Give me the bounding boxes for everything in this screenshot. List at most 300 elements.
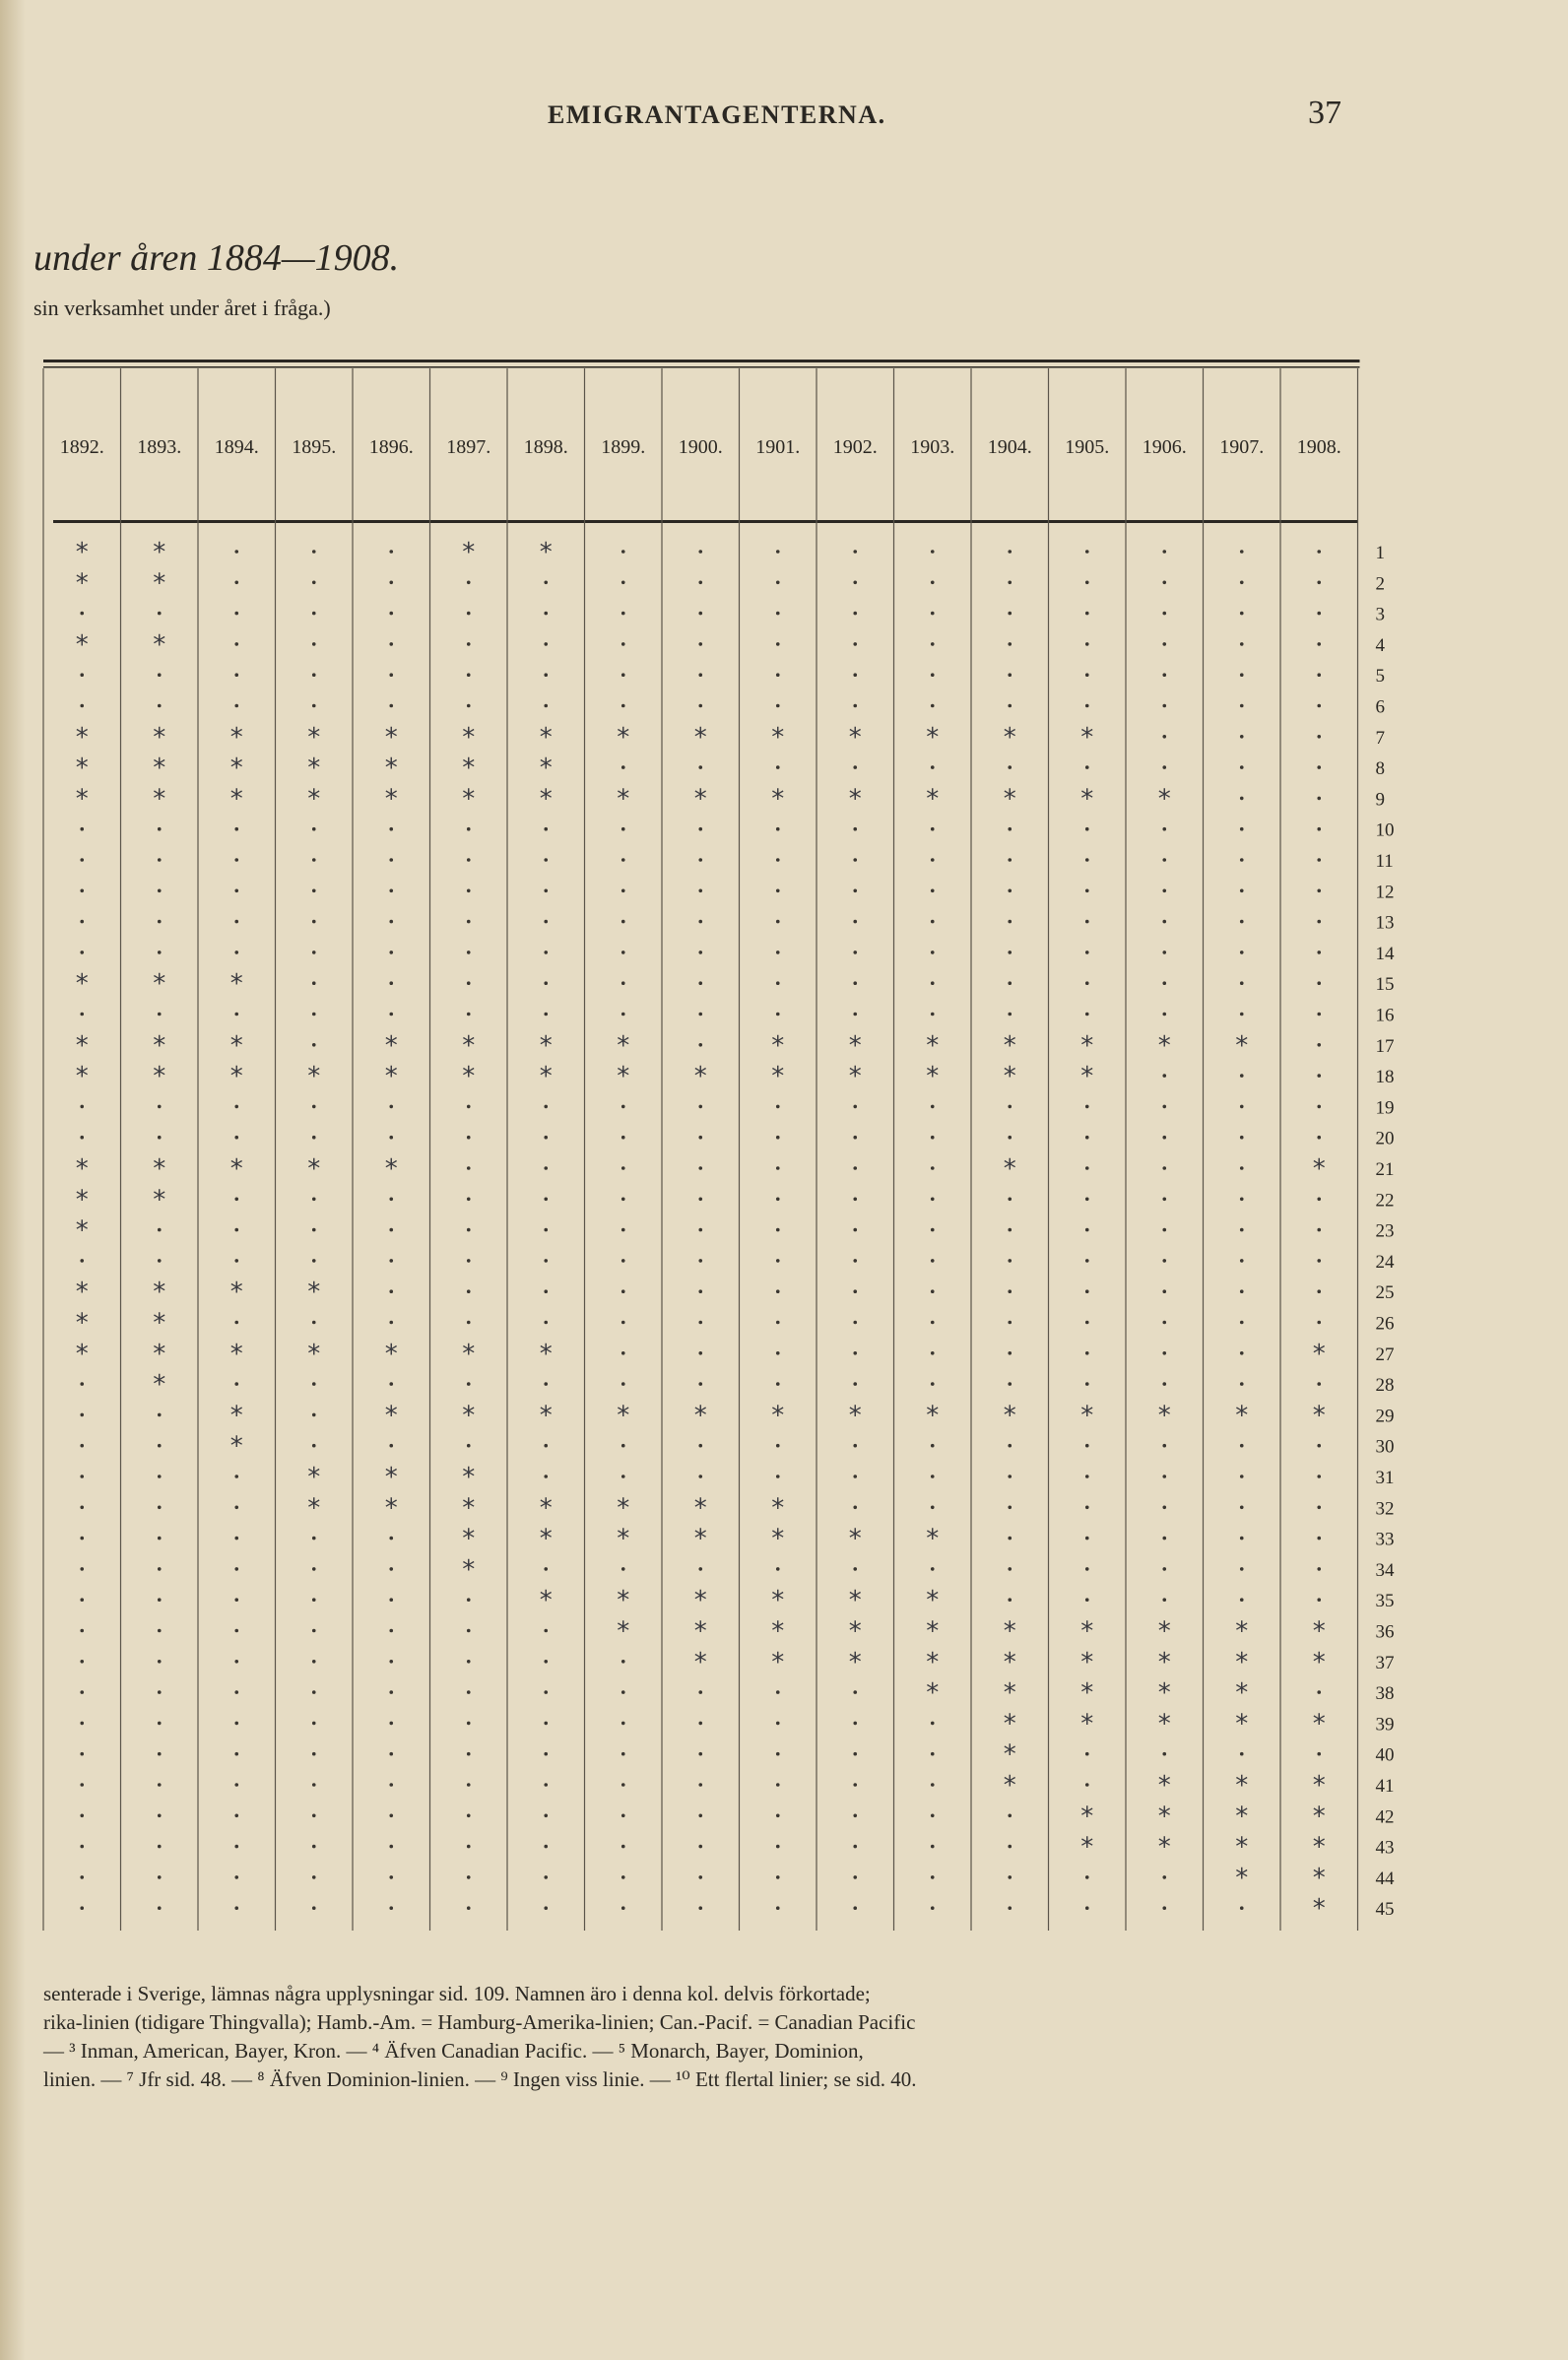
inactive-mark [1317, 981, 1321, 985]
year-header: 1902. [832, 436, 878, 458]
inactive-mark [1240, 1136, 1244, 1140]
inactive-mark [853, 550, 857, 554]
active-mark: * [1157, 1771, 1171, 1801]
inactive-mark [1085, 1598, 1089, 1602]
inactive-mark [389, 1598, 393, 1602]
inactive-mark [1240, 1752, 1244, 1756]
inactive-mark [544, 1660, 548, 1664]
year-header: 1898. [523, 436, 568, 458]
inactive-mark [1008, 1444, 1012, 1448]
inactive-mark [1008, 765, 1012, 769]
inactive-mark [776, 1321, 780, 1325]
inactive-mark [544, 1259, 548, 1263]
active-mark: * [539, 722, 553, 753]
active-mark: * [1312, 1802, 1326, 1832]
inactive-mark [776, 827, 780, 831]
inactive-mark [544, 1289, 548, 1293]
inactive-mark [234, 1506, 238, 1510]
inactive-mark [698, 1259, 702, 1263]
inactive-mark [467, 858, 471, 862]
inactive-mark [621, 1382, 625, 1386]
inactive-mark [1162, 1289, 1166, 1293]
inactive-mark [389, 1722, 393, 1726]
active-mark: * [693, 1062, 707, 1092]
active-mark: * [1157, 784, 1171, 815]
inactive-mark [698, 1783, 702, 1787]
inactive-mark [698, 1814, 702, 1818]
active-mark: * [1003, 1616, 1016, 1647]
active-mark: * [1003, 722, 1016, 753]
active-mark: * [771, 1493, 785, 1524]
row-number: 39 [1375, 1714, 1395, 1736]
inactive-mark [1008, 1475, 1012, 1478]
active-mark: * [1003, 1678, 1016, 1709]
inactive-mark [1008, 1382, 1012, 1386]
row-number: 19 [1375, 1097, 1395, 1119]
inactive-mark [853, 612, 857, 616]
row-number: 27 [1375, 1344, 1395, 1365]
inactive-mark [776, 1875, 780, 1879]
active-mark: * [462, 1493, 476, 1524]
year-header: 1905. [1065, 436, 1110, 458]
inactive-mark [158, 1444, 162, 1448]
inactive-mark [544, 704, 548, 708]
active-mark: * [75, 784, 89, 815]
inactive-mark [1317, 1752, 1321, 1756]
inactive-mark [931, 673, 935, 677]
inactive-mark [1085, 1166, 1089, 1170]
inactive-mark [1240, 1598, 1244, 1602]
active-mark: * [539, 1401, 553, 1431]
active-mark: * [1080, 1832, 1094, 1863]
inactive-mark [1085, 951, 1089, 954]
active-mark: * [1003, 1739, 1016, 1770]
inactive-mark [621, 1136, 625, 1140]
inactive-mark [1240, 1506, 1244, 1510]
inactive-mark [621, 1105, 625, 1109]
inactive-mark [1240, 642, 1244, 646]
inactive-mark [1008, 1506, 1012, 1510]
active-mark: * [1003, 1647, 1016, 1677]
inactive-mark [931, 765, 935, 769]
inactive-mark [1240, 889, 1244, 893]
inactive-mark [1317, 920, 1321, 924]
inactive-mark [853, 981, 857, 985]
inactive-mark [1317, 1289, 1321, 1293]
active-mark: * [848, 784, 862, 815]
inactive-mark [776, 673, 780, 677]
inactive-mark [544, 1567, 548, 1571]
inactive-mark [698, 1722, 702, 1726]
inactive-mark [1317, 735, 1321, 739]
inactive-mark [80, 858, 84, 862]
row-number: 23 [1375, 1220, 1395, 1242]
inactive-mark [544, 1166, 548, 1170]
inactive-mark [1085, 704, 1089, 708]
inactive-mark [158, 827, 162, 831]
active-mark: * [75, 1308, 89, 1339]
inactive-mark [698, 1875, 702, 1879]
inactive-mark [1162, 1475, 1166, 1478]
inactive-mark [467, 1906, 471, 1910]
inactive-mark [1162, 889, 1166, 893]
inactive-mark [1085, 1228, 1089, 1232]
inactive-mark [80, 889, 84, 893]
inactive-mark [698, 673, 702, 677]
year-header: 1906. [1142, 436, 1187, 458]
inactive-mark [1008, 581, 1012, 585]
inactive-mark [1240, 981, 1244, 985]
inactive-mark [621, 1814, 625, 1818]
active-mark: * [693, 1647, 707, 1677]
row-number: 21 [1375, 1159, 1395, 1180]
inactive-mark [621, 1013, 625, 1016]
inactive-mark [234, 1690, 238, 1694]
inactive-mark [467, 1660, 471, 1664]
inactive-mark [234, 550, 238, 554]
active-mark: * [384, 784, 398, 815]
inactive-mark [544, 1875, 548, 1879]
inactive-mark [1162, 704, 1166, 708]
active-mark: * [1080, 1616, 1094, 1647]
active-mark: * [771, 1616, 785, 1647]
inactive-mark [621, 981, 625, 985]
inactive-mark [80, 1752, 84, 1756]
inactive-mark [1008, 1537, 1012, 1541]
inactive-mark [389, 612, 393, 616]
inactive-mark [698, 1013, 702, 1016]
inactive-mark [1085, 1783, 1089, 1787]
row-number: 37 [1375, 1652, 1395, 1673]
inactive-mark [931, 951, 935, 954]
inactive-mark [80, 1413, 84, 1417]
inactive-mark [1240, 612, 1244, 616]
inactive-mark [312, 550, 316, 554]
active-mark: * [617, 1062, 630, 1092]
inactive-mark [544, 827, 548, 831]
inactive-mark [158, 1783, 162, 1787]
row-number: 4 [1375, 634, 1385, 656]
inactive-mark [1317, 827, 1321, 831]
inactive-mark [853, 1845, 857, 1849]
inactive-mark [621, 1444, 625, 1448]
inactive-mark [1317, 889, 1321, 893]
active-mark: * [539, 1493, 553, 1524]
active-mark: * [771, 1030, 785, 1061]
active-mark: * [229, 784, 243, 815]
row-number: 26 [1375, 1313, 1395, 1335]
active-mark: * [539, 754, 553, 784]
inactive-mark [234, 1752, 238, 1756]
inactive-mark [389, 1752, 393, 1756]
year-header: 1895. [292, 436, 337, 458]
inactive-mark [1162, 1228, 1166, 1232]
inactive-mark [544, 1722, 548, 1726]
row-number: 20 [1375, 1128, 1395, 1149]
active-mark: * [153, 1339, 166, 1369]
inactive-mark [312, 1043, 316, 1047]
inactive-mark [234, 858, 238, 862]
inactive-mark [853, 1259, 857, 1263]
inactive-mark [234, 1660, 238, 1664]
inactive-mark [1317, 1013, 1321, 1016]
active-mark: * [1235, 1030, 1249, 1061]
table-subtitle: sin verksamhet under året i fråga.) [33, 295, 331, 320]
inactive-mark [80, 1906, 84, 1910]
inactive-mark [467, 1629, 471, 1633]
inactive-mark [698, 612, 702, 616]
active-mark: * [539, 1062, 553, 1092]
inactive-mark [698, 1228, 702, 1232]
active-mark: * [539, 1524, 553, 1554]
row-number: 22 [1375, 1190, 1395, 1212]
active-mark: * [539, 1339, 553, 1369]
inactive-mark [312, 1013, 316, 1016]
inactive-mark [853, 704, 857, 708]
inactive-mark [1085, 673, 1089, 677]
inactive-mark [467, 1166, 471, 1170]
year-header: 1892. [59, 436, 104, 458]
inactive-mark [1317, 1444, 1321, 1448]
active-mark: * [75, 1278, 89, 1308]
inactive-mark [1162, 1351, 1166, 1355]
inactive-mark [931, 1166, 935, 1170]
inactive-mark [158, 1660, 162, 1664]
inactive-mark [853, 1475, 857, 1478]
inactive-mark [1240, 1013, 1244, 1016]
inactive-mark [1085, 1259, 1089, 1263]
row-number: 5 [1375, 666, 1385, 688]
inactive-mark [931, 1228, 935, 1232]
inactive-mark [1162, 858, 1166, 862]
inactive-mark [1240, 704, 1244, 708]
inactive-mark [776, 1722, 780, 1726]
active-mark: * [1312, 1832, 1326, 1863]
row-number: 32 [1375, 1498, 1395, 1520]
active-mark: * [693, 1493, 707, 1524]
inactive-mark [1085, 1875, 1089, 1879]
inactive-mark [312, 1875, 316, 1879]
inactive-mark [467, 1752, 471, 1756]
active-mark: * [1312, 1616, 1326, 1647]
inactive-mark [312, 889, 316, 893]
inactive-mark [467, 1321, 471, 1325]
row-number: 28 [1375, 1375, 1395, 1397]
active-mark: * [153, 1154, 166, 1184]
inactive-mark [1240, 1074, 1244, 1078]
inactive-mark [853, 1013, 857, 1016]
inactive-mark [544, 581, 548, 585]
inactive-mark [234, 1783, 238, 1787]
inactive-mark [1162, 1537, 1166, 1541]
inactive-mark [853, 1722, 857, 1726]
active-mark: * [771, 722, 785, 753]
inactive-mark [158, 612, 162, 616]
inactive-mark [776, 889, 780, 893]
inactive-mark [467, 1259, 471, 1263]
inactive-mark [853, 1690, 857, 1694]
active-mark: * [75, 969, 89, 1000]
row-number: 9 [1375, 789, 1385, 811]
inactive-mark [776, 1382, 780, 1386]
active-mark: * [384, 722, 398, 753]
inactive-mark [698, 1752, 702, 1756]
inactive-mark [80, 951, 84, 954]
inactive-mark [853, 1289, 857, 1293]
inactive-mark [544, 1382, 548, 1386]
inactive-mark [698, 1351, 702, 1355]
active-mark: * [462, 1463, 476, 1492]
active-mark: * [153, 1062, 166, 1092]
inactive-mark [1240, 1537, 1244, 1541]
inactive-mark [158, 1567, 162, 1571]
active-mark: * [1312, 1894, 1326, 1925]
inactive-mark [1240, 951, 1244, 954]
inactive-mark [1085, 858, 1089, 862]
inactive-mark [698, 1105, 702, 1109]
year-header: 1896. [368, 436, 414, 458]
inactive-mark [312, 612, 316, 616]
inactive-mark [776, 981, 780, 985]
row-number: 36 [1375, 1621, 1395, 1643]
row-number: 31 [1375, 1468, 1395, 1488]
inactive-mark [467, 827, 471, 831]
inactive-mark [698, 1166, 702, 1170]
inactive-mark [931, 1105, 935, 1109]
active-mark: * [617, 722, 630, 753]
inactive-mark [1085, 1475, 1089, 1478]
inactive-mark [467, 1228, 471, 1232]
inactive-mark [1162, 1444, 1166, 1448]
inactive-mark [931, 858, 935, 862]
active-mark: * [693, 784, 707, 815]
inactive-mark [544, 673, 548, 677]
active-mark: * [307, 754, 321, 784]
inactive-mark [312, 1259, 316, 1263]
inactive-mark [931, 1722, 935, 1726]
inactive-mark [1240, 1321, 1244, 1325]
inactive-mark [931, 981, 935, 985]
inactive-mark [776, 765, 780, 769]
row-number: 15 [1375, 974, 1395, 996]
active-mark: * [693, 1586, 707, 1616]
inactive-mark [312, 1629, 316, 1633]
inactive-mark [158, 1228, 162, 1232]
inactive-mark [80, 1567, 84, 1571]
active-mark: * [462, 784, 476, 815]
inactive-mark [1008, 1105, 1012, 1109]
inactive-mark [1317, 1198, 1321, 1202]
inactive-mark [389, 1567, 393, 1571]
inactive-mark [853, 1752, 857, 1756]
inactive-mark [158, 1105, 162, 1109]
inactive-mark [80, 1136, 84, 1140]
inactive-mark [1317, 1043, 1321, 1047]
active-mark: * [307, 1339, 321, 1369]
active-mark: * [153, 722, 166, 753]
inactive-mark [1162, 1567, 1166, 1571]
inactive-mark [1162, 642, 1166, 646]
active-mark: * [384, 1030, 398, 1061]
row-number: 18 [1375, 1067, 1395, 1088]
inactive-mark [1085, 1013, 1089, 1016]
active-mark: * [926, 1678, 940, 1709]
inactive-mark [544, 951, 548, 954]
inactive-mark [1317, 1136, 1321, 1140]
active-mark: * [617, 1586, 630, 1616]
inactive-mark [621, 1228, 625, 1232]
inactive-mark [621, 1351, 625, 1355]
inactive-mark [234, 1629, 238, 1633]
inactive-mark [467, 951, 471, 954]
inactive-mark [234, 704, 238, 708]
inactive-mark [1317, 1506, 1321, 1510]
inactive-mark [544, 1105, 548, 1109]
inactive-mark [467, 1198, 471, 1202]
inactive-mark [389, 1228, 393, 1232]
inactive-mark [931, 1567, 935, 1571]
inactive-mark [621, 642, 625, 646]
active-mark: * [75, 1339, 89, 1369]
inactive-mark [158, 1814, 162, 1818]
inactive-mark [312, 1814, 316, 1818]
inactive-mark [544, 981, 548, 985]
inactive-mark [80, 920, 84, 924]
active-mark: * [1003, 1401, 1016, 1431]
inactive-mark [1240, 581, 1244, 585]
active-mark: * [307, 1154, 321, 1184]
inactive-mark [621, 1660, 625, 1664]
inactive-mark [312, 581, 316, 585]
inactive-mark [389, 1690, 393, 1694]
row-number: 1 [1375, 543, 1385, 563]
inactive-mark [312, 1783, 316, 1787]
row-number: 3 [1375, 604, 1385, 625]
inactive-mark [234, 1105, 238, 1109]
inactive-mark [1162, 1105, 1166, 1109]
inactive-mark [389, 1289, 393, 1293]
inactive-mark [1240, 1382, 1244, 1386]
inactive-mark [80, 1783, 84, 1787]
inactive-mark [1162, 612, 1166, 616]
inactive-mark [1008, 1906, 1012, 1910]
inactive-mark [234, 642, 238, 646]
top-rule-thin [43, 366, 1360, 368]
active-mark: * [384, 1401, 398, 1431]
year-header: 1908. [1296, 436, 1341, 458]
active-mark: * [926, 784, 940, 815]
active-mark: * [1080, 1678, 1094, 1709]
active-mark: * [1312, 1401, 1326, 1431]
inactive-mark [467, 1783, 471, 1787]
inactive-mark [1240, 827, 1244, 831]
inactive-mark [698, 1845, 702, 1849]
active-mark: * [462, 1062, 476, 1092]
active-mark: * [462, 754, 476, 784]
inactive-mark [158, 704, 162, 708]
inactive-mark [1240, 1351, 1244, 1355]
inactive-mark [931, 1845, 935, 1849]
inactive-mark [776, 1906, 780, 1910]
inactive-mark [467, 704, 471, 708]
running-head: EMIGRANTAGENTERNA. [548, 100, 886, 129]
inactive-mark [698, 642, 702, 646]
inactive-mark [853, 951, 857, 954]
inactive-mark [544, 612, 548, 616]
inactive-mark [698, 951, 702, 954]
row-number: 11 [1375, 851, 1394, 872]
inactive-mark [467, 1845, 471, 1849]
